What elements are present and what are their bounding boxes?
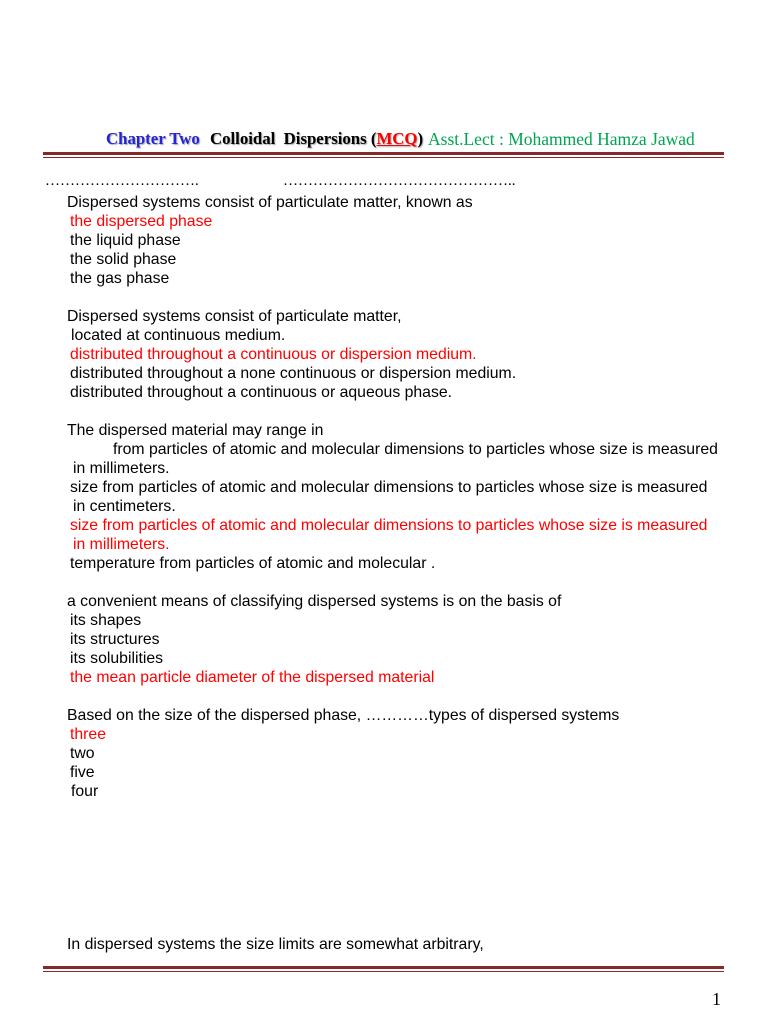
option: temperature from particles of atomic and molecular . <box>70 555 436 572</box>
page-number: 1 <box>712 989 721 1009</box>
spacer <box>0 573 768 592</box>
question-6-stem: In dispersed systems the size limits are somewhat arbitrary, <box>67 936 484 953</box>
option: the solid phase <box>70 251 177 268</box>
dotted-leader-left: …………………………. <box>45 173 199 189</box>
option: its shapes <box>70 612 142 629</box>
question-1 <box>0 193 768 288</box>
spacer <box>0 687 768 706</box>
question-5 <box>0 706 768 801</box>
spacer <box>0 288 768 307</box>
option: the dispersed phase <box>70 213 213 230</box>
question-3 <box>0 421 768 573</box>
option: from particles of atomic and molecular dimensions to particles whose size is measured <box>113 441 718 458</box>
option: distributed throughout a continuous or dispersion medium. <box>70 346 477 363</box>
spacer <box>0 402 768 421</box>
question-stem: Dispersed systems consist of particulate matter, <box>67 308 402 325</box>
chapter-title <box>210 128 423 150</box>
option: four <box>71 783 99 800</box>
option: three <box>70 726 107 743</box>
question-stem: Dispersed systems consist of particulate matter, known as <box>67 194 473 211</box>
mcq-label: MCQ <box>376 129 418 148</box>
mcq-list <box>0 193 768 801</box>
question-stem: a convenient means of classifying dispersed systems is on the basis of <box>67 593 562 610</box>
question-stem: The dispersed material may range in <box>67 422 324 439</box>
option-continuation: in millimeters. <box>73 460 170 477</box>
author-line: Asst.Lect : Mohammed Hamza Jawad <box>428 129 695 149</box>
option: the mean particle diameter of the dispersed material <box>70 669 435 686</box>
header-rule-thick <box>43 152 724 155</box>
chapter-label: Chapter Two <box>106 129 200 148</box>
footer-rule-thick <box>43 966 724 969</box>
option: five <box>70 764 95 781</box>
option: distributed throughout a continuous or aqueous phase. <box>70 384 453 401</box>
chapter-title-text: Colloidal Dispersions ( <box>210 129 377 148</box>
question-2 <box>0 307 768 402</box>
footer-rule-thin <box>43 971 724 972</box>
option: two <box>70 745 95 762</box>
header-rule-thin <box>43 157 724 158</box>
option: its structures <box>70 631 160 648</box>
option: its solubilities <box>70 650 164 667</box>
dotted-leader-right: ……………………………………….. <box>283 173 516 189</box>
option: the liquid phase <box>70 232 181 249</box>
question-stem: Based on the size of the dispersed phase, …………types of dispersed systems <box>67 707 620 724</box>
option: located at continuous medium. <box>71 327 286 344</box>
option: the gas phase <box>70 270 170 287</box>
question-4 <box>0 592 768 687</box>
option: size from particles of atomic and molecular dimensions to particles whose size is measured <box>70 517 708 534</box>
option-continuation: in centimeters. <box>73 498 176 515</box>
option-continuation: in millimeters. <box>73 536 170 553</box>
option: distributed throughout a none continuous or dispersion medium. <box>70 365 517 382</box>
chapter-title-close: ) <box>417 129 424 148</box>
option: size from particles of atomic and molecular dimensions to particles whose size is measured <box>70 479 708 496</box>
